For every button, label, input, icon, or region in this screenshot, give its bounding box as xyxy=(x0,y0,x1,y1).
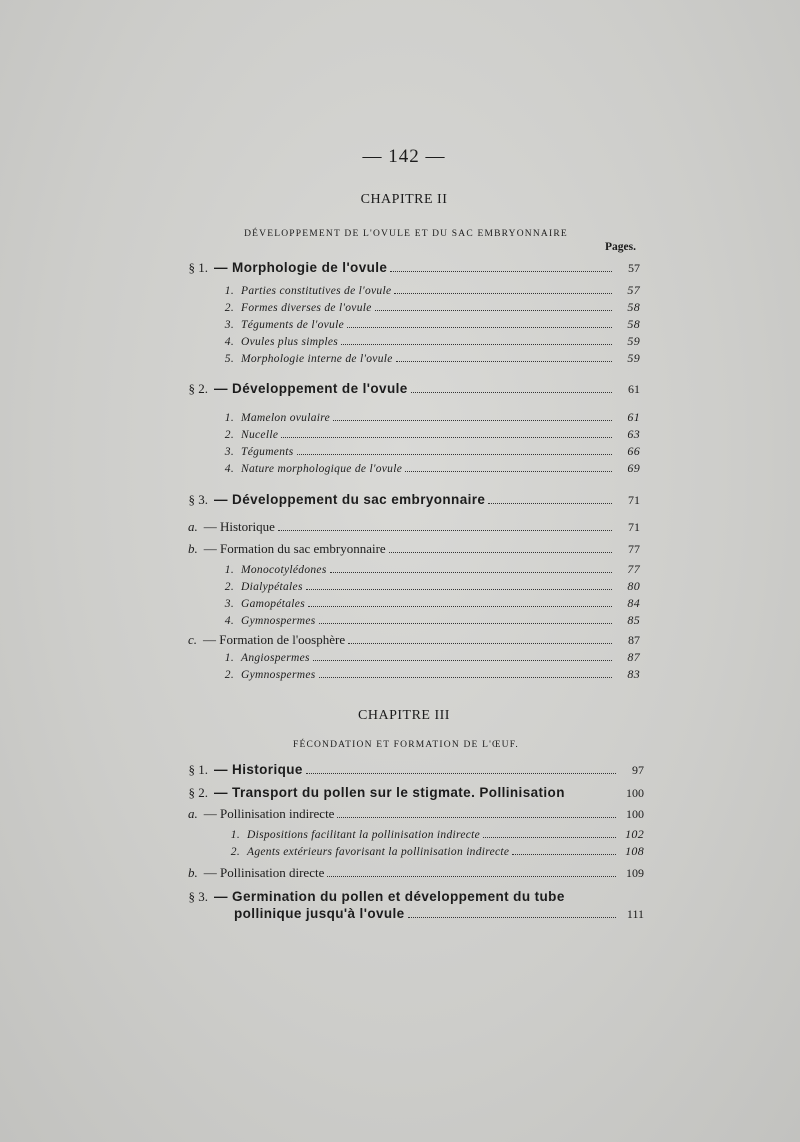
toc-section-2 xyxy=(184,381,640,397)
page-ref: 71 xyxy=(628,493,640,507)
chapter-3-subtitle: FÉCONDATION ET FORMATION DE L'ŒUF. xyxy=(292,740,520,750)
toc-subsection-a: a. — Pollinisation indirecte 100 xyxy=(188,806,644,821)
toc-item: 5. Morphologie interne de l'ovule 59 xyxy=(224,351,640,365)
toc-item: 3. Téguments de l'ovule 58 xyxy=(224,317,640,331)
section-title: — Développement de l'ovule xyxy=(214,381,408,396)
toc-item: 1. Monocotylédones 77 xyxy=(224,562,640,576)
toc-section-1 xyxy=(184,260,640,276)
page-ref: 57 xyxy=(628,261,640,275)
toc-item: 1. Angiospermes 87 xyxy=(224,650,640,664)
chapter-2-title: CHAPITRE II xyxy=(360,192,448,207)
dot-leader xyxy=(411,392,612,393)
toc-subsection-b: b. — Pollinisation directe 109 xyxy=(188,865,644,880)
toc-item: 2. Dialypétales 80 xyxy=(224,579,640,593)
chapter-3-title: CHAPITRE III xyxy=(358,708,450,723)
toc-item: 4. Gymnospermes 85 xyxy=(224,613,640,627)
toc-item: 2. Formes diverses de l'ovule 58 xyxy=(224,300,640,314)
section-number: § 2. xyxy=(188,381,208,396)
toc-item: 2. Gymnospermes 83 xyxy=(224,667,640,681)
pages-header: Pages. xyxy=(605,241,636,253)
toc-subsection-a: a. — Historique 71 xyxy=(188,519,640,534)
toc-section-2: § 2. — Transport du pollen sur le stigmate. Pollinisation 100 xyxy=(188,785,644,800)
toc-item: 3. Téguments 66 xyxy=(224,444,640,458)
section-number: § 1. xyxy=(188,260,208,275)
section-number: § 3. xyxy=(188,492,208,507)
dot-leader xyxy=(488,503,612,504)
page-number: — 142 — xyxy=(362,146,446,167)
toc-item: 4. Nature morphologique de l'ovule 69 xyxy=(224,461,640,475)
toc-section-3: § 3. — Germination du pollen et développement du tube xyxy=(188,889,565,904)
toc-item: 1. Dispositions facilitant la pollinisation indirecte 102 xyxy=(230,827,644,841)
page-ref: 61 xyxy=(628,382,640,396)
dot-leader xyxy=(390,271,612,272)
toc-item: 2. Agents extérieurs favorisant la pollinisation indirecte 108 xyxy=(230,844,644,858)
toc-section-3 xyxy=(184,492,640,508)
chapter-2-subtitle: DÉVELOPPEMENT DE L'OVULE ET DU SAC EMBRYONNAIRE xyxy=(244,229,568,239)
toc-item: 2. Nucelle 63 xyxy=(224,427,640,441)
toc-item: 3. Gamopétales 84 xyxy=(224,596,640,610)
section-title: — Morphologie de l'ovule xyxy=(214,260,388,275)
toc-section-3-continued: pollinique jusqu'à l'ovule 111 xyxy=(234,906,644,921)
toc-item: 1. Parties constitutives de l'ovule 57 xyxy=(224,283,640,297)
toc-subsection-c: c. — Formation de l'oosphère 87 xyxy=(188,632,640,647)
toc-item: 4. Ovules plus simples 59 xyxy=(224,334,640,348)
toc-subsection-b: b. — Formation du sac embryonnaire 77 xyxy=(188,541,640,556)
toc-item: 1. Mamelon ovulaire 61 xyxy=(224,410,640,424)
toc-section-1: § 1. — Historique 97 xyxy=(188,762,644,777)
section-title: — Développement du sac embryonnaire xyxy=(214,492,486,507)
